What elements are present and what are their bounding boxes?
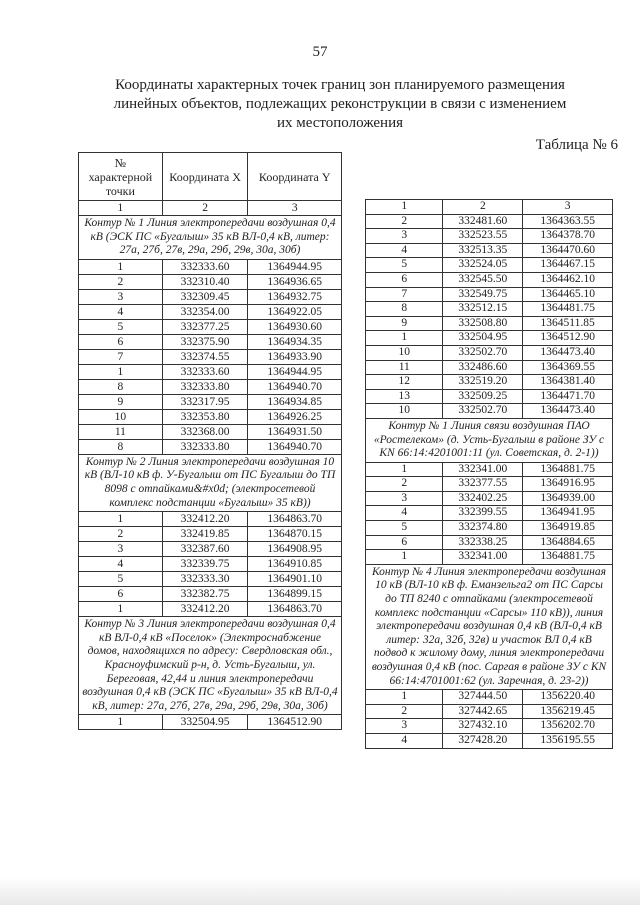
coordinate-x: 332509.25 [443, 389, 523, 404]
coordinate-y: 1364863.70 [248, 602, 342, 617]
coordinate-y: 1364369.55 [523, 360, 613, 375]
column-number: 2 [443, 200, 523, 215]
coordinates-table-left [78, 152, 342, 730]
point-number: 1 [79, 512, 163, 527]
contour-title-row [366, 564, 613, 689]
contour-title-row [79, 216, 342, 260]
coordinate-y: 1364930.60 [248, 319, 342, 334]
header-point: № характерной точки [79, 153, 163, 201]
point-number: 4 [79, 557, 163, 572]
page-number: 57 [312, 44, 328, 60]
coordinate-y: 1364944.95 [248, 364, 342, 379]
column-number: 1 [79, 201, 163, 216]
coordinate-x: 327442.65 [443, 704, 523, 719]
point-number: 6 [79, 587, 163, 602]
point-number: 3 [366, 229, 443, 244]
table-row [79, 349, 342, 364]
table-row [79, 364, 342, 379]
table-row [366, 214, 613, 229]
coordinate-x: 332341.00 [443, 462, 523, 477]
coordinate-y: 1364901.10 [248, 572, 342, 587]
coordinate-y: 1364881.75 [523, 550, 613, 565]
coordinate-y: 1364899.15 [248, 587, 342, 602]
coordinate-y: 1364881.75 [523, 462, 613, 477]
contour-title: Контур № 3 Линия электропередачи воздушная 0,4 кВ ВЛ-0,4 кВ «Поселок» (Электроснабжение домов, находящихся по адресу: Свердловская обл., Красноуфимский р-н, д. Усть-Бугалыш, ул. Береговая, 42,44 и линия электропередачи воздушная 0,4 кВ (ЭСК ПС «Бугалыш» 35 кВ ВЛ-0,4 кВ, литер: 27а, 27б, 27в, 29а, 29б, 29в, 30а, 30б) [79, 617, 342, 715]
coordinate-y: 1364934.85 [248, 394, 342, 409]
table-row [79, 394, 342, 409]
left-table-body [79, 216, 342, 730]
coordinate-y: 1364936.65 [248, 274, 342, 289]
coordinate-x: 332504.95 [443, 331, 523, 346]
coordinate-y: 1364378.70 [523, 229, 613, 244]
table-row [79, 557, 342, 572]
coordinate-x: 327444.50 [443, 690, 523, 705]
point-number: 5 [79, 572, 163, 587]
coordinate-y: 1364470.60 [523, 243, 613, 258]
coordinate-y: 1364944.95 [248, 259, 342, 274]
coordinate-x: 332317.95 [162, 394, 248, 409]
coordinate-x: 332412.20 [162, 512, 248, 527]
table-row [366, 287, 613, 302]
column-number: 1 [366, 200, 443, 215]
point-number: 11 [366, 360, 443, 375]
point-number: 1 [79, 602, 163, 617]
point-number: 4 [366, 733, 443, 748]
point-number: 2 [366, 704, 443, 719]
table-row [366, 719, 613, 734]
point-number: 1 [366, 690, 443, 705]
contour-title-row [366, 418, 613, 462]
coordinate-y: 1356195.55 [523, 733, 613, 748]
point-number: 5 [366, 258, 443, 273]
coordinate-y: 1356220.40 [523, 690, 613, 705]
point-number: 2 [366, 214, 443, 229]
table-row [79, 274, 342, 289]
point-number: 1 [366, 331, 443, 346]
point-number: 7 [79, 349, 163, 364]
coordinate-x: 332333.60 [162, 259, 248, 274]
point-number: 1 [366, 462, 443, 477]
coordinate-y: 1364934.35 [248, 334, 342, 349]
point-number: 4 [366, 243, 443, 258]
right-table-body [366, 214, 613, 748]
point-number: 1 [79, 364, 163, 379]
table-row [79, 289, 342, 304]
coordinate-x: 332504.95 [162, 715, 248, 730]
table-row [366, 477, 613, 492]
table-row [366, 404, 613, 419]
point-number: 6 [366, 272, 443, 287]
point-number: 9 [79, 394, 163, 409]
coordinate-x: 332545.50 [443, 272, 523, 287]
coordinate-y: 1364916.95 [523, 477, 613, 492]
point-number: 10 [79, 409, 163, 424]
coordinate-y: 1364473.40 [523, 345, 613, 360]
coordinate-y: 1356202.70 [523, 719, 613, 734]
coordinate-x: 332419.85 [162, 527, 248, 542]
point-number: 11 [79, 424, 163, 439]
point-number: 10 [366, 345, 443, 360]
point-number: 1 [79, 715, 163, 730]
table-row [79, 259, 342, 274]
table-row [366, 491, 613, 506]
point-number: 10 [366, 404, 443, 419]
coordinate-y: 1364926.25 [248, 409, 342, 424]
coordinate-x: 332524.05 [443, 258, 523, 273]
table-row [79, 512, 342, 527]
point-number: 4 [366, 506, 443, 521]
table-row [79, 527, 342, 542]
coordinate-y: 1364363.55 [523, 214, 613, 229]
coordinate-x: 332333.80 [162, 379, 248, 394]
coordinate-x: 332382.75 [162, 587, 248, 602]
point-number: 3 [366, 491, 443, 506]
table-row [79, 409, 342, 424]
coordinate-y: 1364931.50 [248, 424, 342, 439]
coordinate-x: 332339.75 [162, 557, 248, 572]
table-row [79, 319, 342, 334]
coordinate-y: 1364467.15 [523, 258, 613, 273]
point-number: 1 [79, 259, 163, 274]
coordinate-x: 332309.45 [162, 289, 248, 304]
coordinate-x: 332513.35 [443, 243, 523, 258]
coordinate-y: 1364481.75 [523, 302, 613, 317]
table-row [366, 258, 613, 273]
table-row [79, 572, 342, 587]
coordinate-x: 332519.20 [443, 375, 523, 390]
coordinate-y: 1364473.40 [523, 404, 613, 419]
coordinate-x: 332481.60 [443, 214, 523, 229]
point-number: 7 [366, 287, 443, 302]
point-number: 2 [79, 274, 163, 289]
point-number: 3 [79, 542, 163, 557]
point-number: 8 [79, 439, 163, 454]
contour-title: Контур № 1 Линия связи воздушная ПАО «Ростелеком» (д. Усть-Бугалыш в районе ЗУ с КN 66:14:4201001:11 (ул. Советская, д. 2-1)) [366, 418, 613, 462]
coordinate-y: 1364870.15 [248, 527, 342, 542]
coordinate-y: 1364941.95 [523, 506, 613, 521]
coordinate-x: 332402.25 [443, 491, 523, 506]
table-row [366, 375, 613, 390]
coordinate-x: 332508.80 [443, 316, 523, 331]
point-number: 2 [79, 527, 163, 542]
coordinate-y: 1364512.90 [248, 715, 342, 730]
point-number: 12 [366, 375, 443, 390]
coordinate-y: 1356219.45 [523, 704, 613, 719]
coordinate-x: 332502.70 [443, 404, 523, 419]
coordinate-y: 1364910.85 [248, 557, 342, 572]
coordinate-y: 1364922.05 [248, 304, 342, 319]
coordinate-x: 332353.80 [162, 409, 248, 424]
table-row [366, 704, 613, 719]
table-row [366, 690, 613, 705]
coordinate-y: 1364462.10 [523, 272, 613, 287]
coordinate-y: 1364884.65 [523, 535, 613, 550]
table-row [366, 331, 613, 346]
contour-title: Контур № 2 Линия электропередачи воздушная 10 кВ (ВЛ-10 кВ ф. У-Бугалыш от ПС Бугалыш до ТП 8098 с отпайками&#x0d; (электросетевой комплекс подстанции «Бугалыш» 35 кВ)) [79, 454, 342, 511]
table-row [366, 733, 613, 748]
table-caption: Таблица № 6 [535, 137, 618, 153]
document-title: Координаты характерных точек границ зон планируемого размещения линейных объектов, подлежащих реконструкции в связи с изменением их местоположения [113, 77, 567, 131]
point-number: 8 [366, 302, 443, 317]
coordinate-y: 1364863.70 [248, 512, 342, 527]
coordinate-y: 1364465.10 [523, 287, 613, 302]
coordinate-y: 1364932.75 [248, 289, 342, 304]
coordinate-x: 332333.30 [162, 572, 248, 587]
point-number: 6 [79, 334, 163, 349]
coordinate-y: 1364471.70 [523, 389, 613, 404]
table-row [79, 334, 342, 349]
header-y: Координата Y [248, 153, 342, 201]
contour-title: Контур № 1 Линия электропередачи воздушная 0,4 кВ (ЭСК ПС «Бугалыш» 35 кВ ВЛ-0,4 кВ, литер: 27а, 27б, 27в, 29а, 29б, 29в, 30а, 30б) [79, 216, 342, 260]
column-number: 3 [248, 201, 342, 216]
table-row [79, 715, 342, 730]
coordinate-x: 332549.75 [443, 287, 523, 302]
coordinate-y: 1364512.90 [523, 331, 613, 346]
point-number: 1 [366, 550, 443, 565]
coordinate-x: 332412.20 [162, 602, 248, 617]
point-number: 4 [79, 304, 163, 319]
table-row [366, 272, 613, 287]
coordinate-x: 332341.00 [443, 550, 523, 565]
coordinate-x: 332512.15 [443, 302, 523, 317]
coordinate-x: 332502.70 [443, 345, 523, 360]
point-number: 6 [366, 535, 443, 550]
contour-title: Контур № 4 Линия электропередачи воздушная 10 кВ (ВЛ-10 кВ ф. Еманзельга2 от ПС Сарсы до ТП 8240 с отпайками (электросетевой комплекс подстанции «Сарсы» 110 кВ)), линия электропередачи воздушная 0,4 кВ (ВЛ-0,4 кВ литер: 32а, 32б, 32в) и участок ВЛ 0,4 кВ подвод к жилому дому, линия электропередачи воздушная 0,4 кВ (пос. Саргая в районе ЗУ с КN 66:14:4701001:62 (ул. Заречная, д. 23-2)) [366, 564, 613, 689]
table-row [79, 587, 342, 602]
coordinate-x: 332368.00 [162, 424, 248, 439]
coordinate-y: 1364940.70 [248, 439, 342, 454]
coordinate-y: 1364939.00 [523, 491, 613, 506]
point-number: 2 [366, 477, 443, 492]
coordinate-x: 332377.25 [162, 319, 248, 334]
point-number: 5 [366, 521, 443, 536]
coordinate-x: 332375.90 [162, 334, 248, 349]
scan-shadow [0, 877, 640, 905]
coordinate-x: 327428.20 [443, 733, 523, 748]
point-number: 5 [79, 319, 163, 334]
coordinate-x: 332354.00 [162, 304, 248, 319]
table-row [366, 550, 613, 565]
coordinate-x: 332399.55 [443, 506, 523, 521]
table-row [79, 379, 342, 394]
point-number: 13 [366, 389, 443, 404]
coordinates-table-right [365, 199, 613, 749]
table-row [366, 229, 613, 244]
coordinate-x: 332338.25 [443, 535, 523, 550]
table-row [366, 360, 613, 375]
table-row [366, 345, 613, 360]
table-row [366, 506, 613, 521]
coordinate-x: 332486.60 [443, 360, 523, 375]
table-row [366, 462, 613, 477]
coordinate-y: 1364381.40 [523, 375, 613, 390]
table-row [79, 602, 342, 617]
coordinate-x: 327432.10 [443, 719, 523, 734]
contour-title-row [79, 454, 342, 511]
coordinate-y: 1364511.85 [523, 316, 613, 331]
column-number: 2 [162, 201, 248, 216]
coordinate-x: 332374.55 [162, 349, 248, 364]
coordinate-x: 332523.55 [443, 229, 523, 244]
coordinate-x: 332377.55 [443, 477, 523, 492]
table-row [366, 389, 613, 404]
table-row [366, 535, 613, 550]
coordinate-x: 332310.40 [162, 274, 248, 289]
column-number: 3 [523, 200, 613, 215]
coordinate-x: 332387.60 [162, 542, 248, 557]
coordinate-x: 332374.80 [443, 521, 523, 536]
coordinate-y: 1364908.95 [248, 542, 342, 557]
table-row [79, 542, 342, 557]
table-row [79, 424, 342, 439]
point-number: 3 [79, 289, 163, 304]
table-row [79, 304, 342, 319]
coordinate-y: 1364919.85 [523, 521, 613, 536]
point-number: 3 [366, 719, 443, 734]
coordinate-x: 332333.80 [162, 439, 248, 454]
coordinate-y: 1364940.70 [248, 379, 342, 394]
point-number: 9 [366, 316, 443, 331]
table-row [79, 439, 342, 454]
table-row [366, 302, 613, 317]
coordinate-y: 1364933.90 [248, 349, 342, 364]
header-x: Координата X [162, 153, 248, 201]
coordinate-x: 332333.60 [162, 364, 248, 379]
table-row [366, 521, 613, 536]
table-row [366, 316, 613, 331]
point-number: 8 [79, 379, 163, 394]
contour-title-row [79, 617, 342, 715]
table-row [366, 243, 613, 258]
